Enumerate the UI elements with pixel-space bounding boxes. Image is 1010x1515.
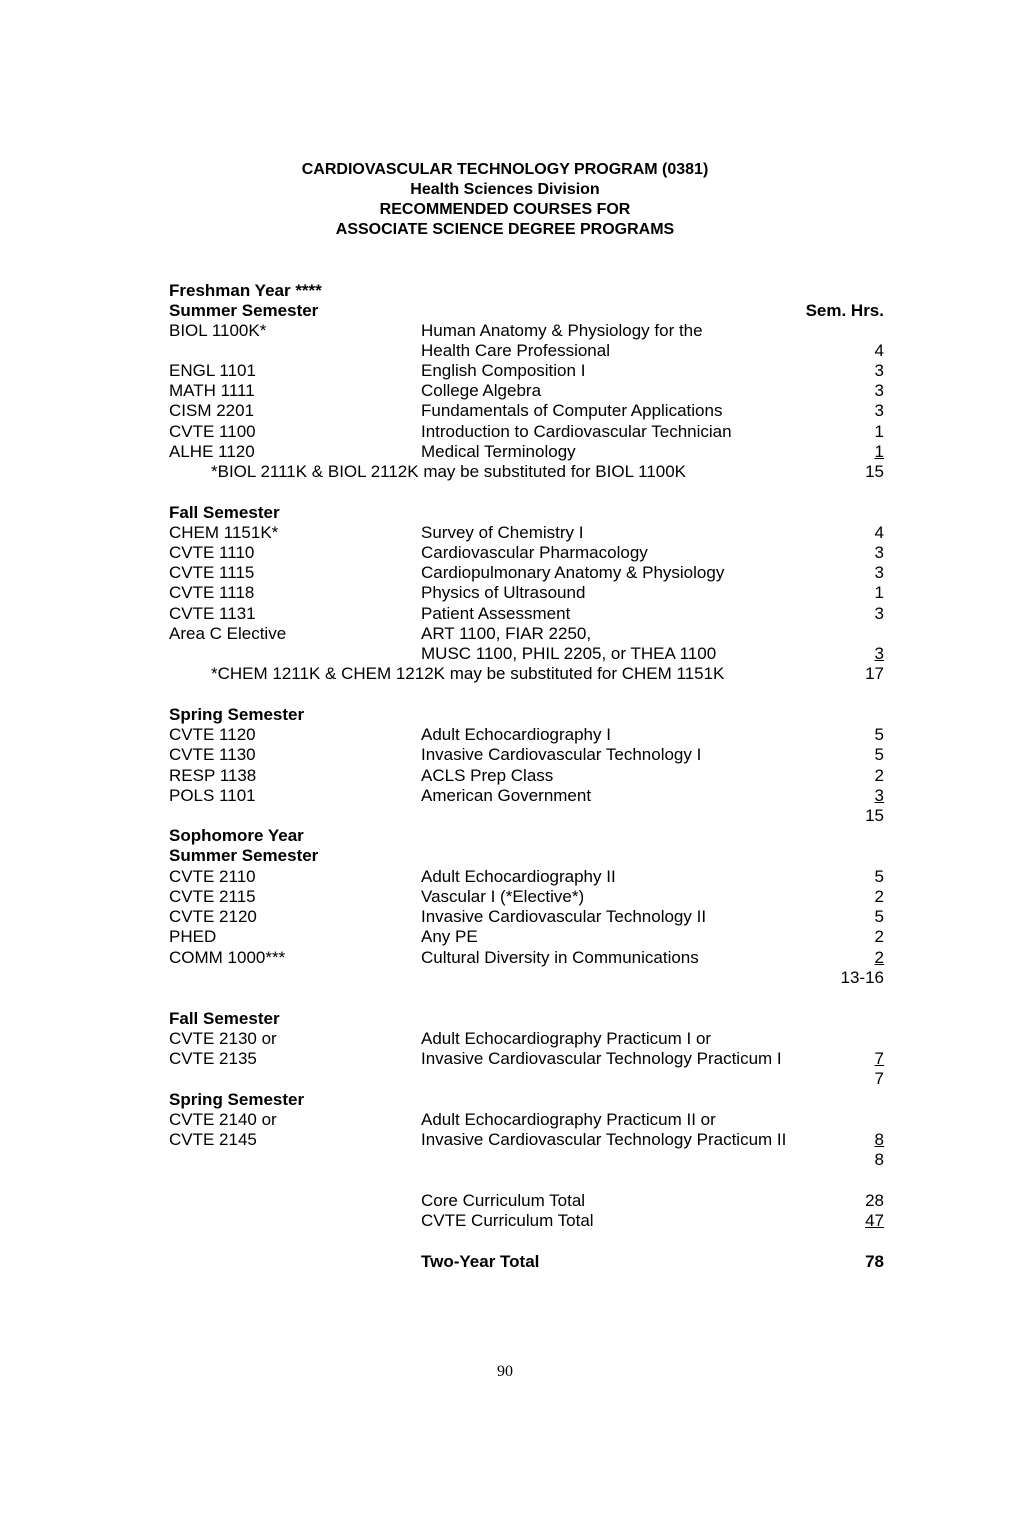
sophomore-fall-heading: Fall Semester [169, 1009, 280, 1028]
course-row: ALHE 1120 Medical Terminology 1 [169, 442, 884, 461]
sophomore-summer-heading: Summer Semester [169, 846, 319, 865]
course-row: CVTE 2110 Adult Echocardiography II 5 [169, 867, 884, 886]
course-row: MUSC 1100, PHIL 2205, or THEA 1100 3 [421, 644, 884, 663]
semester-total: 15 [865, 806, 884, 825]
course-row: Area C Elective ART 1100, FIAR 2250, [169, 624, 592, 643]
cvte-curriculum-total-row: CVTE Curriculum Total 47 [421, 1211, 884, 1230]
course-row: CVTE 2145 Invasive Cardiovascular Technology Practicum II 8 [169, 1130, 884, 1149]
degree-title: ASSOCIATE SCIENCE DEGREE PROGRAMS [335, 221, 675, 238]
semester-total: 13-16 [840, 968, 884, 987]
substitution-note: *BIOL 2111K & BIOL 2112K may be substituted for BIOL 1100K [211, 462, 687, 481]
course-row: Health Care Professional 4 [421, 341, 884, 360]
course-row: CVTE 1131 Patient Assessment 3 [169, 604, 884, 623]
semester-total-row [169, 806, 884, 826]
course-row: BIOL 1100K* Human Anatomy & Physiology for the [169, 321, 703, 340]
course-row: POLS 1101 American Government 3 [169, 786, 884, 805]
course-row: CVTE 2115 Vascular I (*Elective*) 2 [169, 887, 884, 906]
two-year-total-row: Two-Year Total 78 [421, 1252, 884, 1271]
course-row: CVTE 1110 Cardiovascular Pharmacology 3 [169, 543, 884, 562]
semester-total: 7 [874, 1069, 884, 1088]
course-row: CVTE 1118 Physics of Ultrasound 1 [169, 583, 884, 602]
recommended-title: RECOMMENDED COURSES FOR [379, 201, 631, 218]
freshman-summer-heading: Summer Semester Sem. Hrs. [169, 301, 884, 320]
page-number: 90 [497, 1363, 513, 1380]
division-title: Health Sciences Division [410, 181, 600, 198]
course-row: CVTE 2120 Invasive Cardiovascular Technology II 5 [169, 907, 884, 926]
course-row: CVTE 2140 or Adult Echocardiography Practicum II or [169, 1110, 716, 1129]
course-row: PHED Any PE 2 [169, 927, 884, 946]
course-row: CVTE 1130 Invasive Cardiovascular Technology I 5 [169, 745, 884, 764]
course-row: ENGL 1101 English Composition I 3 [169, 361, 884, 380]
semester-total: 17 [865, 664, 884, 683]
substitution-note: *CHEM 1211K & CHEM 1212K may be substituted for CHEM 1151K [211, 664, 725, 683]
course-row: CVTE 2130 or Adult Echocardiography Practicum I or [169, 1029, 712, 1048]
course-row: MATH 1111 College Algebra 3 [169, 381, 884, 400]
sophomore-spring-heading: Spring Semester [169, 1090, 305, 1109]
course-row: CHEM 1151K* Survey of Chemistry I 4 [169, 523, 884, 542]
semester-total-row [169, 1150, 884, 1170]
freshman-year-heading: Freshman Year **** [169, 281, 322, 300]
course-row: CVTE 1115 Cardiopulmonary Anatomy & Physiology 3 [169, 563, 884, 582]
course-row: RESP 1138 ACLS Prep Class 2 [169, 766, 884, 785]
program-title: CARDIOVASCULAR TECHNOLOGY PROGRAM (0381) [301, 161, 709, 178]
course-row: CVTE 2135 Invasive Cardiovascular Technology Practicum I 7 [169, 1049, 884, 1068]
course-row: CVTE 1100 Introduction to Cardiovascular Technician 1 [169, 422, 884, 441]
freshman-spring-heading: Spring Semester [169, 705, 305, 724]
core-curriculum-total-row: Core Curriculum Total 28 [421, 1191, 884, 1210]
semester-total-row [169, 968, 884, 988]
sem-hrs-heading: Sem. Hrs. [805, 301, 884, 320]
freshman-fall-heading: Fall Semester [169, 503, 280, 522]
sophomore-year-heading: Sophomore Year [169, 826, 304, 845]
semester-total: 15 [865, 462, 884, 481]
semester-total-row [169, 1069, 884, 1089]
course-row: CISM 2201 Fundamentals of Computer Applications 3 [169, 401, 884, 420]
course-row: COMM 1000*** Cultural Diversity in Communications 2 [169, 948, 884, 967]
semester-total: 8 [874, 1150, 884, 1169]
course-row: CVTE 1120 Adult Echocardiography I 5 [169, 725, 884, 744]
